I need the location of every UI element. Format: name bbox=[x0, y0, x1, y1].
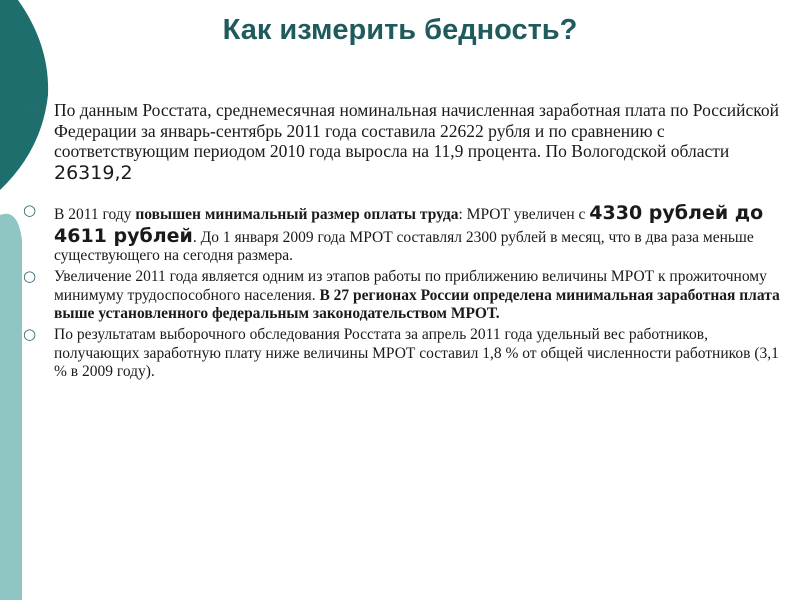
bullet-mrot-regions bbox=[22, 268, 782, 323]
bullet-marker-icon: ○ bbox=[23, 325, 37, 344]
bullet-marker-icon: ○ bbox=[23, 267, 37, 286]
regions-pre-text: Увеличение 2011 года является одним из этапов работы по приближению величины МРОТ к прожиточному минимуму трудоспособного населения. bbox=[54, 268, 767, 304]
bullet-marker-icon: ○ bbox=[23, 201, 37, 220]
regions-bold-text: В 27 регионах России определена минимальная заработная плата выше установленного федеральным законодательством МРОТ. bbox=[54, 286, 780, 322]
bullet-list bbox=[22, 100, 782, 381]
slide-title: Как измерить бедность? bbox=[222, 14, 578, 46]
bullet-marker-icon: ○ bbox=[23, 99, 37, 117]
vologda-value: 26319,2 bbox=[54, 161, 133, 184]
bullet-mrot-increase bbox=[22, 202, 782, 265]
salary-stats-text: По данным Росстата, среднемесячная номинальная начисленная заработная плата по Российской Федерации за январь-сентябрь 2011 года составила 22622 рубля и по сравнению с соответствующим периодом 2010 года выросла на 11,9 процента. По Вологодской области bbox=[54, 100, 780, 162]
workers-below-mrot-text: По результатам выборочного обследования Росстата за апрель 2011 года удельный вес работников, получающих заработную плату ниже величины МРОТ составил 1,8 % от общей численности работников (3,1 % в 2009 году). bbox=[54, 326, 779, 380]
bullet-salary-stats bbox=[22, 100, 782, 184]
mrot-bold-text: повышен минимальный размер оплаты труда bbox=[135, 206, 459, 224]
mrot-pre-text: В 2011 году bbox=[54, 206, 136, 224]
mrot-mid-text: : МРОТ увеличен с bbox=[458, 206, 590, 224]
light-teal-band bbox=[0, 214, 22, 600]
mrot-amount-highlight: 4330 рублей до 4611 рублей bbox=[54, 202, 764, 247]
bullet-workers-below-mrot bbox=[22, 326, 782, 381]
mrot-post-text: . До 1 января 2009 года МРОТ составлял 2300 рублей в месяц, что в два раза меньше существующего на сегодня размера. bbox=[54, 228, 754, 265]
